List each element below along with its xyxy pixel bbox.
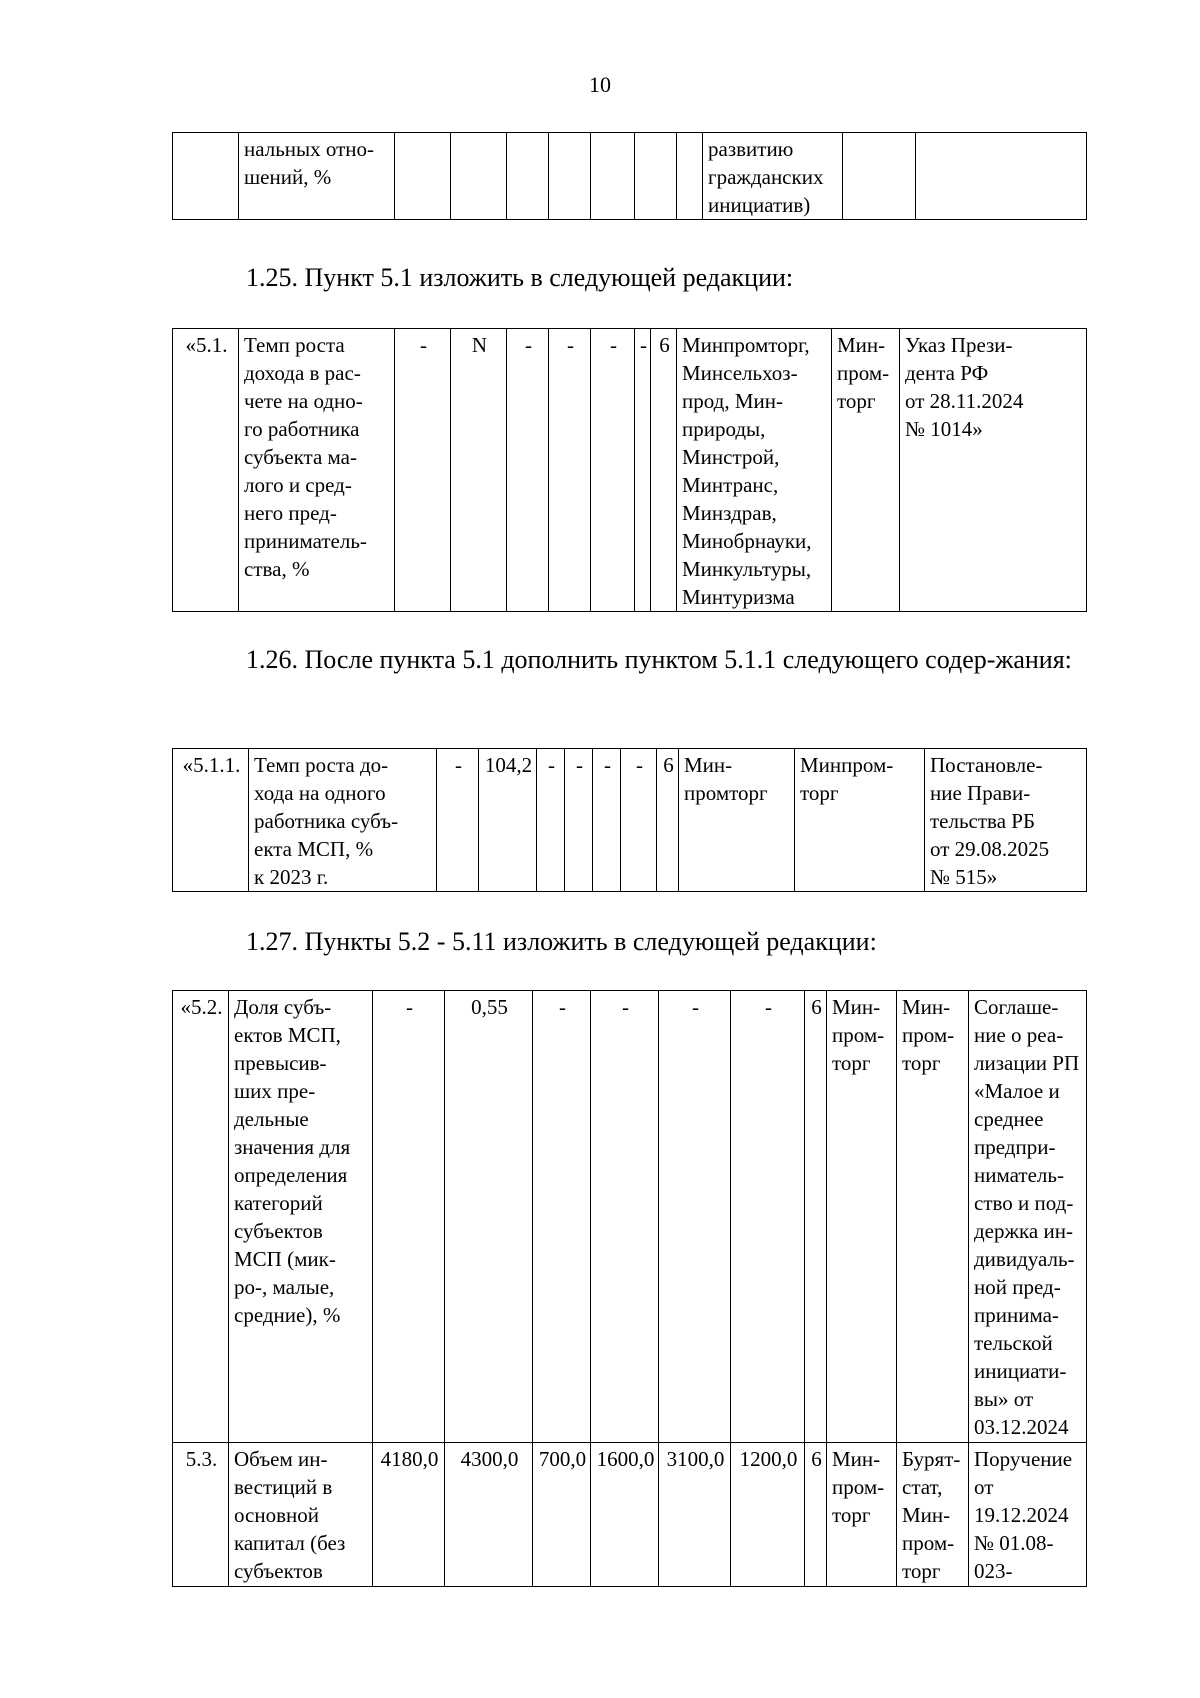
- table-continuation: [172, 132, 1087, 220]
- value-cell: -: [565, 749, 593, 892]
- value-cell: 6: [805, 1443, 827, 1587]
- paragraph-1-26: 1.26. После пункта 5.1 дополнить пунктом 5.1.1 следующего содер-жания:: [246, 645, 1072, 674]
- table-item-5-1-1: [172, 748, 1087, 892]
- legal-basis: Соглаше- ние о реа- лизации РП «Малое и среднее предпри- ниматель- ство и под- держка ин- дивидуаль- ной пред- принима- тельской инициати- вы» от 03.12.2024: [969, 991, 1087, 1443]
- responsible-data: Мин- пром- торг: [897, 991, 969, 1443]
- value-cell: -: [635, 329, 651, 612]
- value-cell: N: [451, 329, 507, 612]
- indicator-cell: нальных отно- шений, %: [239, 133, 395, 220]
- legal-basis: Постановле- ние Прави- тельства РБ от 29.08.2025 № 515»: [925, 749, 1087, 892]
- responsible-executors: Мин- пром- торг: [827, 991, 897, 1443]
- value-cell: -: [731, 991, 805, 1443]
- value-cell: -: [533, 991, 591, 1443]
- row-number: «5.2.: [173, 991, 229, 1443]
- table-row: [173, 1443, 1087, 1587]
- table-items-5-2-5-11: [172, 990, 1087, 1587]
- indicator-name: Темп роста дохода в рас- чете на одно- го работника субъекта ма- лого и сред- него пред- приниматель- ства, %: [239, 329, 395, 612]
- row-number: 5.3.: [173, 1443, 229, 1587]
- value-cell: -: [591, 329, 635, 612]
- value-cell: 1600,0: [591, 1443, 659, 1587]
- table-row: [173, 329, 1087, 612]
- responsible-data: Минпром- торг: [795, 749, 925, 892]
- value-cell: 0,55: [445, 991, 533, 1443]
- row-number-cell: [173, 133, 239, 220]
- value-cell: 1200,0: [731, 1443, 805, 1587]
- table-row: [173, 991, 1087, 1443]
- value-cell: 700,0: [533, 1443, 591, 1587]
- row-number: «5.1.1.: [173, 749, 249, 892]
- value-cell: -: [373, 991, 445, 1443]
- value-cell: 6: [805, 991, 827, 1443]
- legal-basis: Указ Прези- дента РФ от 28.11.2024 № 1014»: [900, 329, 1087, 612]
- indicator-name: Темп роста до- хода на одного работника субъ- екта МСП, % к 2023 г.: [249, 749, 437, 892]
- value-cell: -: [395, 329, 451, 612]
- responsible-cell: развитию гражданских инициатив): [703, 133, 843, 220]
- value-cell: 4180,0: [373, 1443, 445, 1587]
- responsible-executors: Минпромторг, Минсельхоз- прод, Мин- природы, Минстрой, Минтранс, Минздрав, Минобрнауки, Минкультуры, Минтуризма: [677, 329, 832, 612]
- value-cell: 6: [657, 749, 679, 892]
- page-number: 10: [589, 72, 611, 97]
- value-cell: -: [593, 749, 621, 892]
- responsible-data: Мин- пром- торг: [832, 329, 900, 612]
- indicator-name: Объем ин- вестиций в основной капитал (без субъектов: [229, 1443, 373, 1587]
- value-cell: -: [549, 329, 591, 612]
- value-cell: -: [437, 749, 479, 892]
- responsible-executors: Мин- пром- торг: [827, 1443, 897, 1587]
- value-cell: -: [591, 991, 659, 1443]
- legal-basis: Поручение от 19.12.2024 № 01.08- 023-: [969, 1443, 1087, 1587]
- value-cell: -: [537, 749, 565, 892]
- table-item-5-1: [172, 328, 1087, 612]
- row-number: «5.1.: [173, 329, 239, 612]
- table-row: [173, 133, 1087, 220]
- value-cell: 3100,0: [659, 1443, 731, 1587]
- responsible-data: Бурят- стат, Мин- пром- торг: [897, 1443, 969, 1587]
- value-cell: 6: [651, 329, 677, 612]
- paragraph-1-27: 1.27. Пункты 5.2 - 5.11 изложить в следующей редакции:: [246, 927, 877, 956]
- paragraph-1-25: 1.25. Пункт 5.1 изложить в следующей редакции:: [246, 263, 794, 292]
- responsible-executors: Мин- промторг: [679, 749, 795, 892]
- value-cell: 104,2: [479, 749, 537, 892]
- indicator-name: Доля субъ- ектов МСП, превысив- ших пре- дельные значения для определения категорий субъектов МСП (мик- ро-, малые, средние), %: [229, 991, 373, 1443]
- value-cell: -: [507, 329, 549, 612]
- value-cell: 4300,0: [445, 1443, 533, 1587]
- value-cell: -: [659, 991, 731, 1443]
- table-row: [173, 749, 1087, 892]
- value-cell: -: [621, 749, 657, 892]
